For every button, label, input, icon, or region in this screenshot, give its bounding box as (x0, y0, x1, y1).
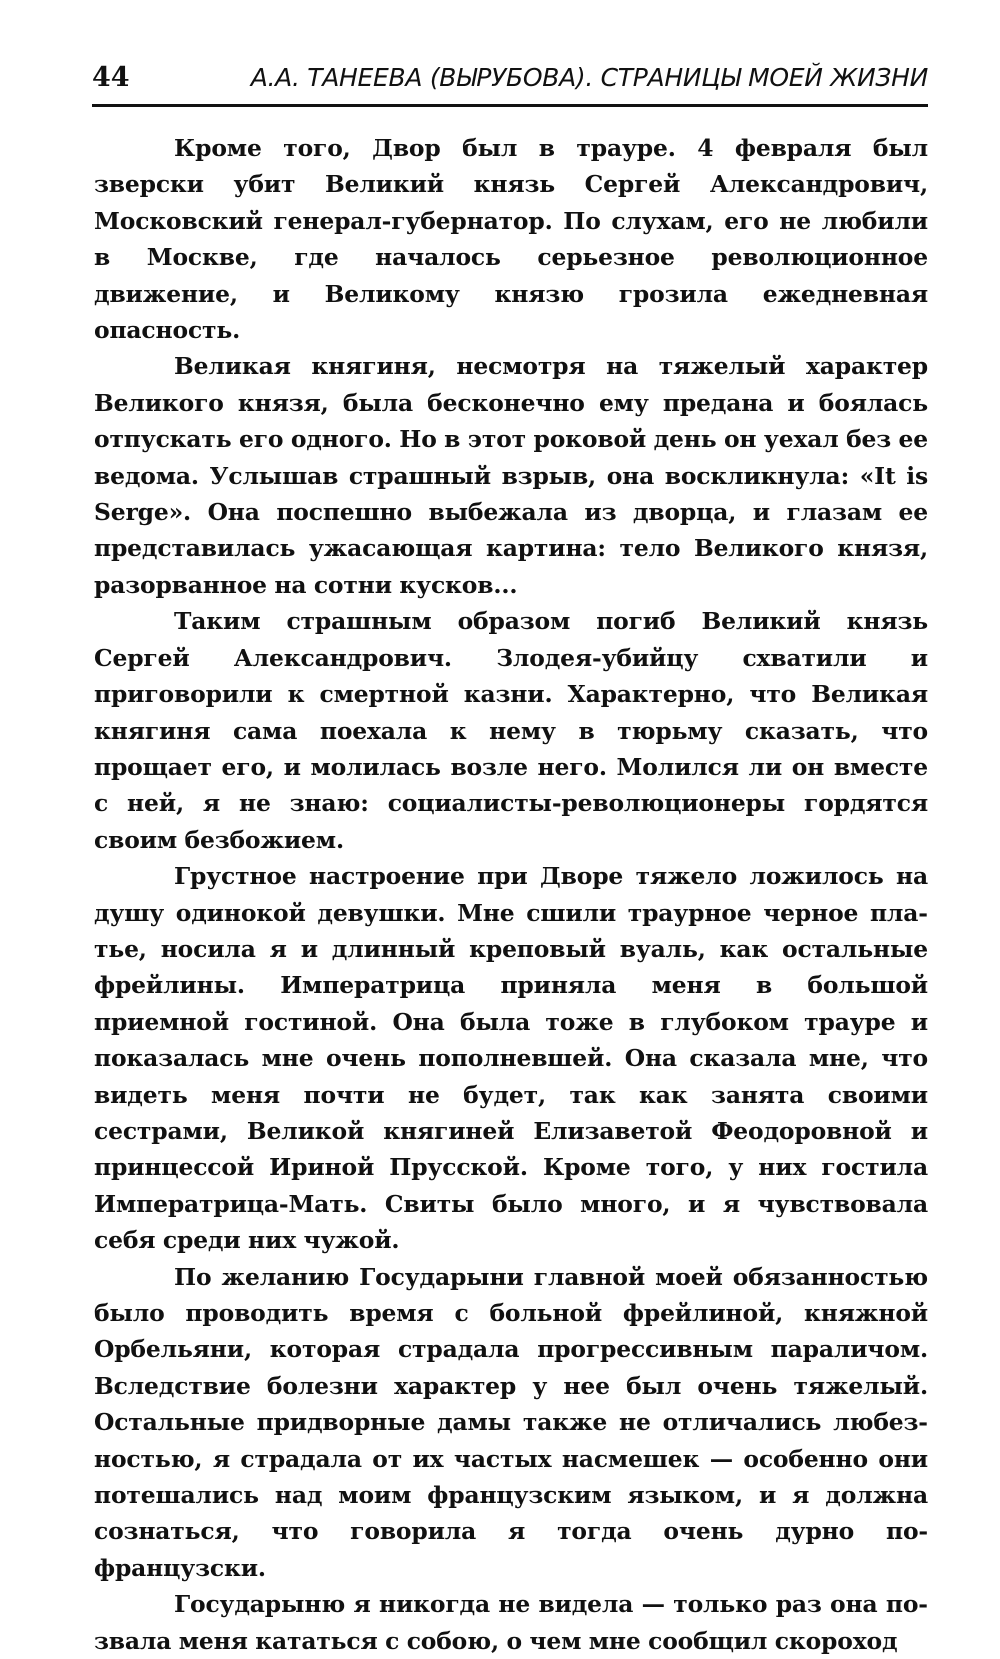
paragraph: Грустное настроение при Дворе тяжело ложилось на душу одинокой девушки. Мне сшили траурное черное платье, носила я и длинный крепoвый вуаль, как остальные фрейлины. Императрица приняла меня в большой приемной гостиной. Она была тоже в глубоком трауре и показалась мне очень пополневшей. Она сказала мне, что видеть меня почти не будет, так как занята своими сестрами, Великой княгиней Елизаветой Феодоровной и принцессой Ириной Прусской. Кроме того, у них гостила Императрица-Мать. Свиты было много, и я чувствовала себя среди них чужой. (94, 862, 928, 1255)
running-head (92, 58, 928, 98)
running-title: А.А. ТАНЕЕВА (ВЫРУБОВА). СТРАНИЦЫ МОЕЙ ЖИЗНИ (250, 63, 928, 92)
body-text (94, 130, 928, 1659)
paragraph: Государыню я никогда не видела — только раз она позвала меня кататься с собою, о чем мне сообщил скороход (94, 1590, 928, 1655)
header-rule (92, 104, 928, 107)
paragraph: Кроме того, Двор был в трауре. 4 февраля был зверски убит Великий князь Сергей Александрович, Московский генерал-губернатор. По слухам, его не любили в Москве, где началось серьезное революционное движение, и Великому князю грозила ежедневная опасность. (94, 134, 928, 345)
page-number: 44 (92, 62, 130, 93)
paragraph: Великая княгиня, несмотря на тяжелый характер Великого князя, была бесконечно ему предана и боялась отпускать его одного. Но в этот роковой день он уехал без ее ведома. Услышав страшный взрыв, она воскликнула: «It is Serge». Она поспешно выбежала из дворца, и глазам ее представилась ужасающая картина: тело Великого князя, разорванное на сотни кусков... (94, 352, 928, 599)
paragraph: По желанию Государыни главной моей обязанностью было проводить время с больной фрейлиной, княжной Орбельяни, которая страдала прогрессивным параличом. Вследствие болезни характер у нее был очень тяжелый. Остальные придворные дамы также не отличались любезностью, я страдала от их частых насмешек — особенно они потешались над моим французским языком, и я должна сознаться, что говорила я тогда очень дурно по-французски. (94, 1262, 928, 1582)
paragraph: Таким страшным образом погиб Великий князь Сергей Александрович. Злодея-убийцу схватили и приговорили к смертной казни. Характерно, что Великая княгиня сама поехала к нему в тюрьму сказать, что прощает его, и молилась возле него. Молился ли он вместе с ней, я не знаю: социалисты-революционеры гордятся своим безбожием. (94, 607, 928, 854)
